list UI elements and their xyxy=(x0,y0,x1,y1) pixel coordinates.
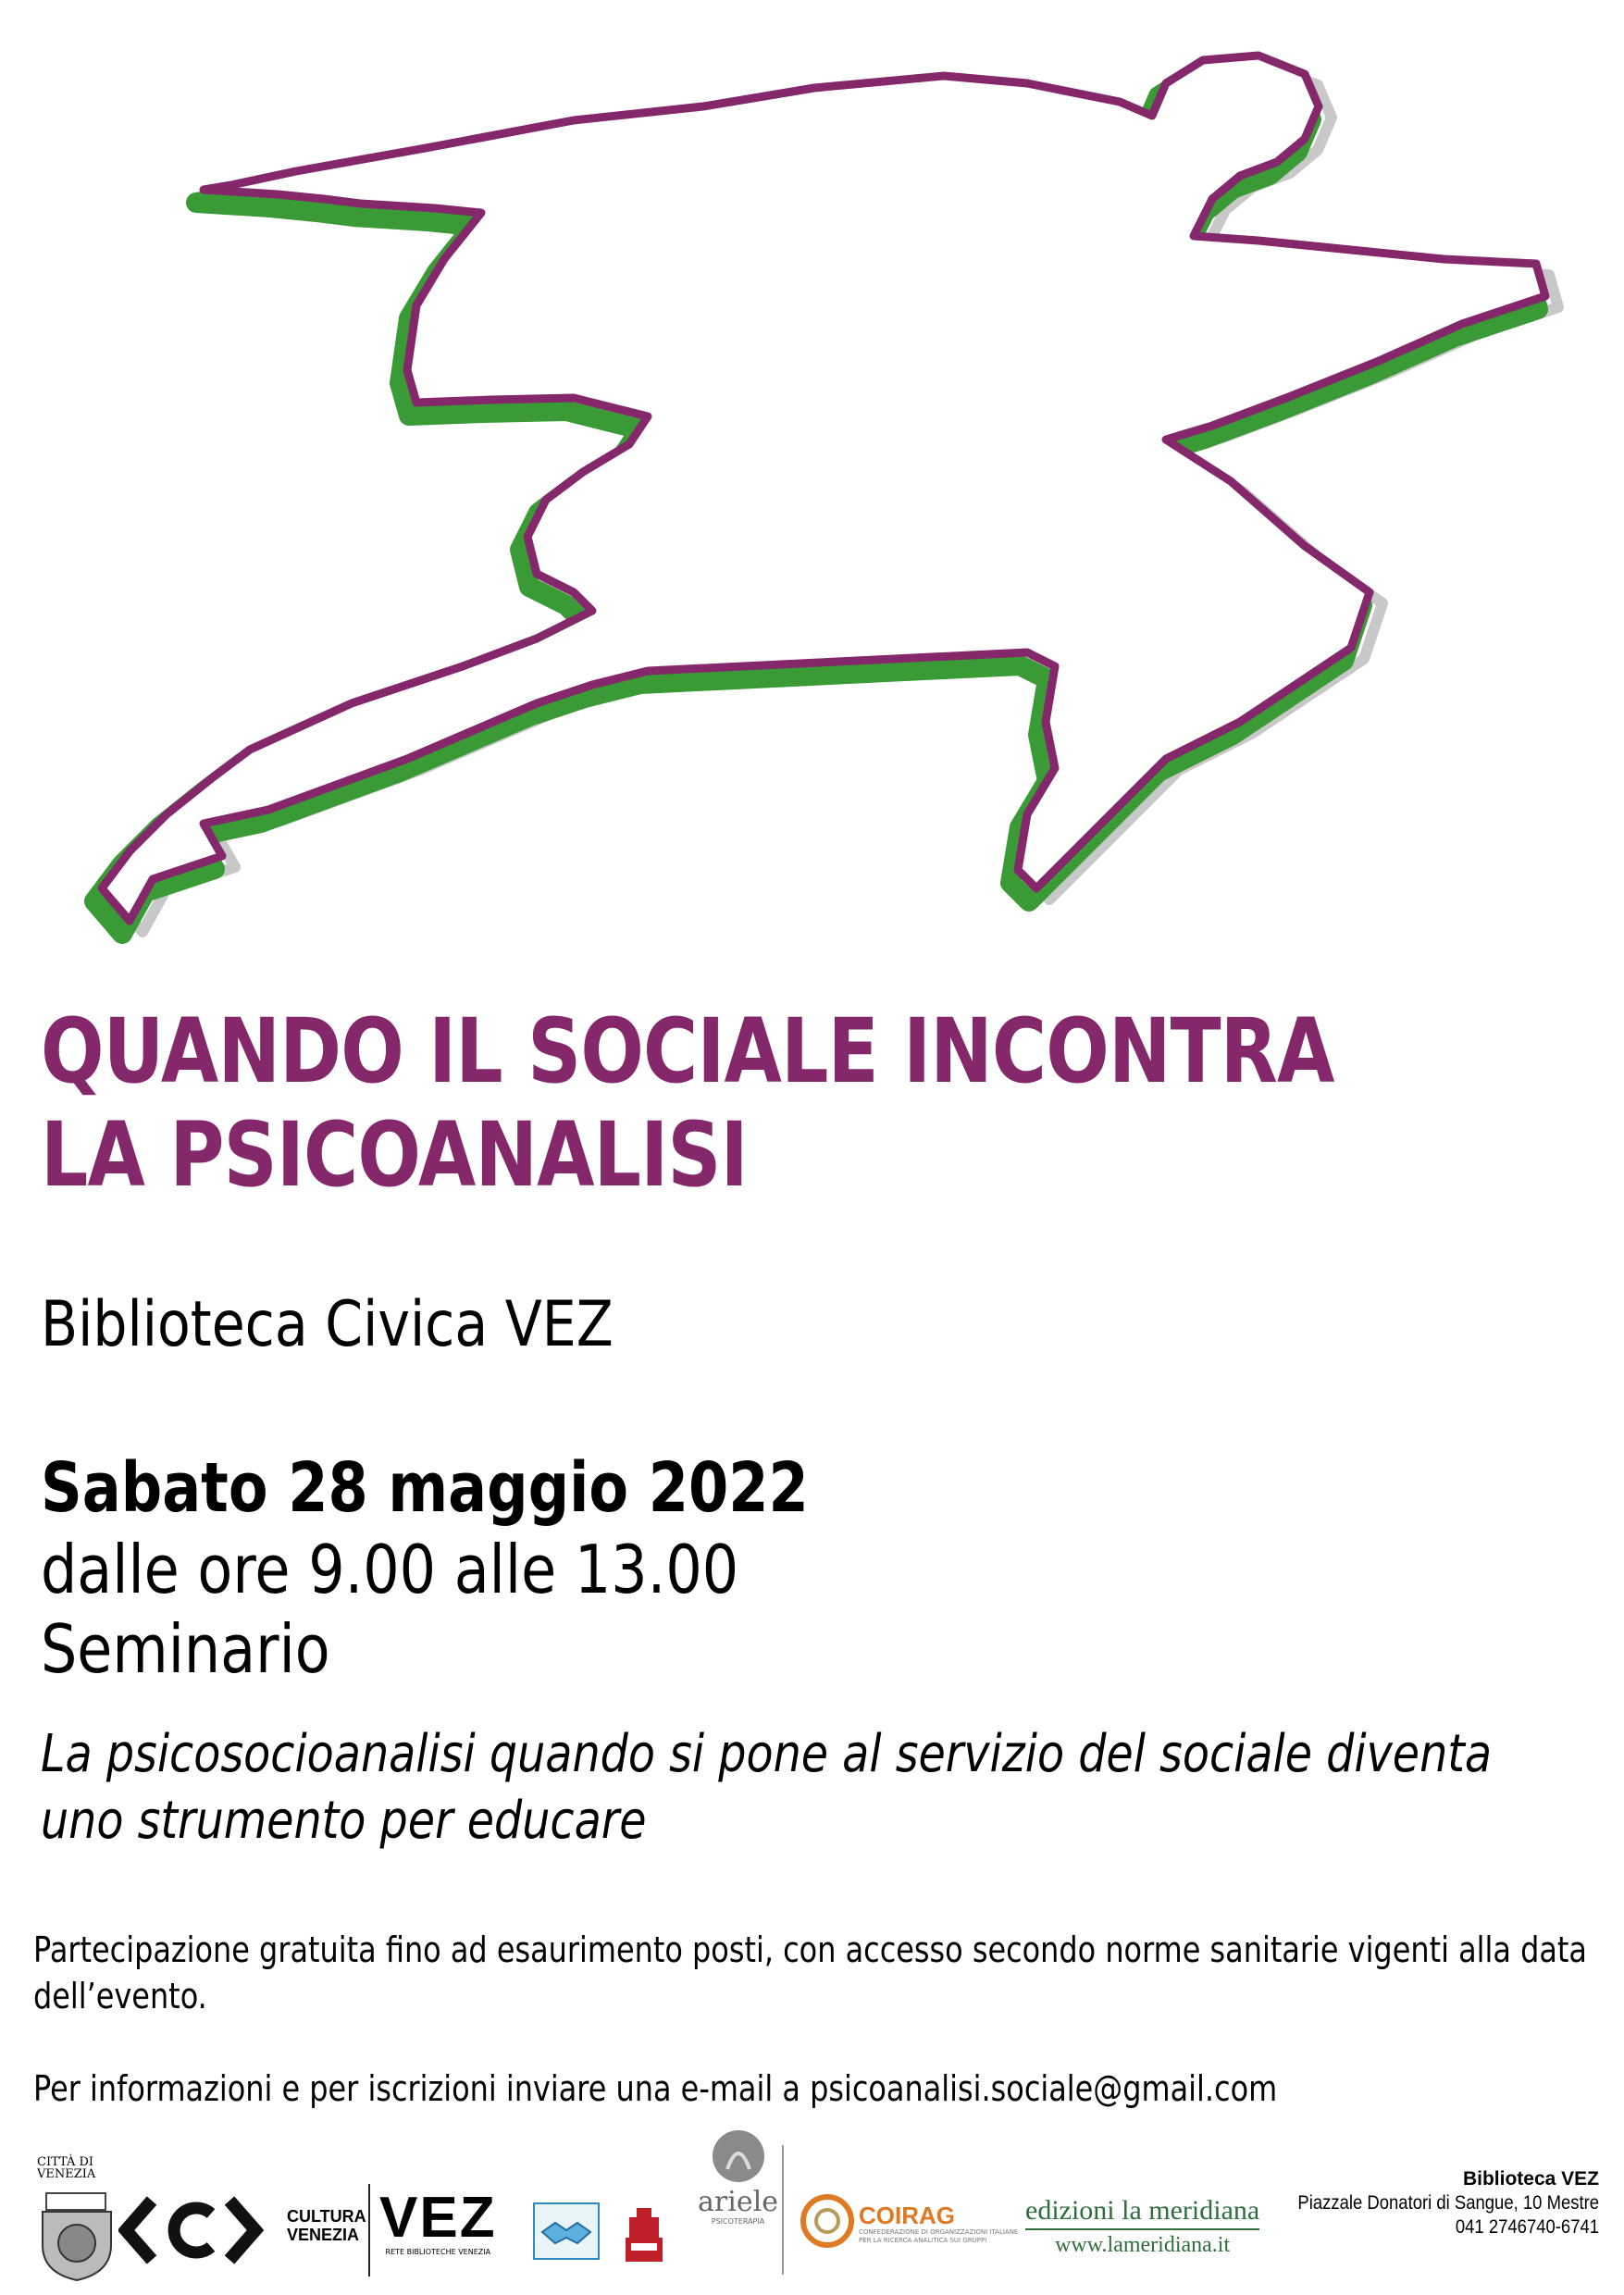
vez-subtitle: RETE BIBLIOTECHE VENEZIA xyxy=(385,2248,491,2256)
event-time: dalle ore 9.00 alle 13.00 xyxy=(41,1531,739,1608)
coirag-circle-icon xyxy=(800,2193,855,2249)
event-date: Sabato 28 maggio 2022 xyxy=(41,1448,809,1528)
library-address xyxy=(1257,2167,1599,2239)
logo-divider xyxy=(368,2184,370,2276)
meridiana-url: www.lameridiana.it xyxy=(1055,2233,1231,2257)
citta-small-logo xyxy=(624,2204,664,2267)
coirag-text: COIRAG xyxy=(859,2202,955,2229)
venezia-crest-icon xyxy=(37,2180,117,2282)
meridiana-text: edizioni la meridiana xyxy=(1025,2195,1260,2226)
cultura-venezia-brackets-icon xyxy=(118,2193,280,2267)
citta-red-badge-icon xyxy=(624,2204,664,2267)
ariele-text: ariele xyxy=(698,2186,778,2218)
title-line-2: LA PSICOANALISI xyxy=(41,1103,748,1207)
vez-text: VEZ xyxy=(379,2186,497,2250)
ariele-logo xyxy=(694,2128,782,2227)
coirag-subtitle: CONFEDERAZIONE DI ORGANIZZAZIONI ITALIANE PER LA RICERCA ANALITICA SUI GRUPPI xyxy=(859,2228,1019,2244)
coirag-emblem xyxy=(800,2193,855,2249)
event-type: Seminario xyxy=(41,1610,330,1688)
leaping-figure-illustration xyxy=(56,19,1601,962)
venezia-line: VENEZIA xyxy=(287,2226,360,2244)
contact-info: Per informazioni e per iscrizioni inviare una e-mail a psicoanalisi.sociale@gmail.com xyxy=(33,2068,1278,2109)
coirag-text-block xyxy=(859,2202,1025,2245)
vez-logo xyxy=(379,2186,497,2257)
event-tagline: La psicosocioanalisi quando si pone al servizio del sociale diventa uno strumento per educare xyxy=(41,1724,1493,1851)
library-phone: 041 2746740-6741 xyxy=(1455,2216,1599,2238)
ariele-subtitle: PSICOTERAPIA xyxy=(711,2217,765,2226)
meridiana-rule xyxy=(1025,2228,1259,2230)
title-line-1: QUANDO IL SOCIALE INCONTRA xyxy=(41,999,1334,1103)
handshake-icon xyxy=(535,2204,598,2258)
event-title xyxy=(41,999,1334,1207)
library-street: Piazzale Donatori di Sangue, 10 Mestre xyxy=(1297,2192,1599,2214)
citta-di-venezia-logo xyxy=(37,2156,120,2286)
cultura-line: CULTURA xyxy=(287,2207,366,2226)
cultura-venezia-text xyxy=(287,2207,366,2244)
cultura-venezia-logo xyxy=(118,2193,285,2267)
library-name: Biblioteca VEZ xyxy=(1462,2168,1599,2190)
handshake-logo xyxy=(533,2202,600,2260)
venue-name: Biblioteca Civica VEZ xyxy=(41,1288,614,1361)
meridiana-logo xyxy=(1025,2195,1259,2258)
ariele-emblem-icon xyxy=(711,2128,766,2184)
citta-di-venezia-text: CITTÀ DI VENEZIA xyxy=(37,2155,96,2181)
participation-note: Partecipazione gratuita fino ad esaurimento posti, con accesso secondo norme sanitarie vigenti alla data dell’evento. xyxy=(33,1929,1588,2016)
ariele-divider xyxy=(782,2145,784,2275)
